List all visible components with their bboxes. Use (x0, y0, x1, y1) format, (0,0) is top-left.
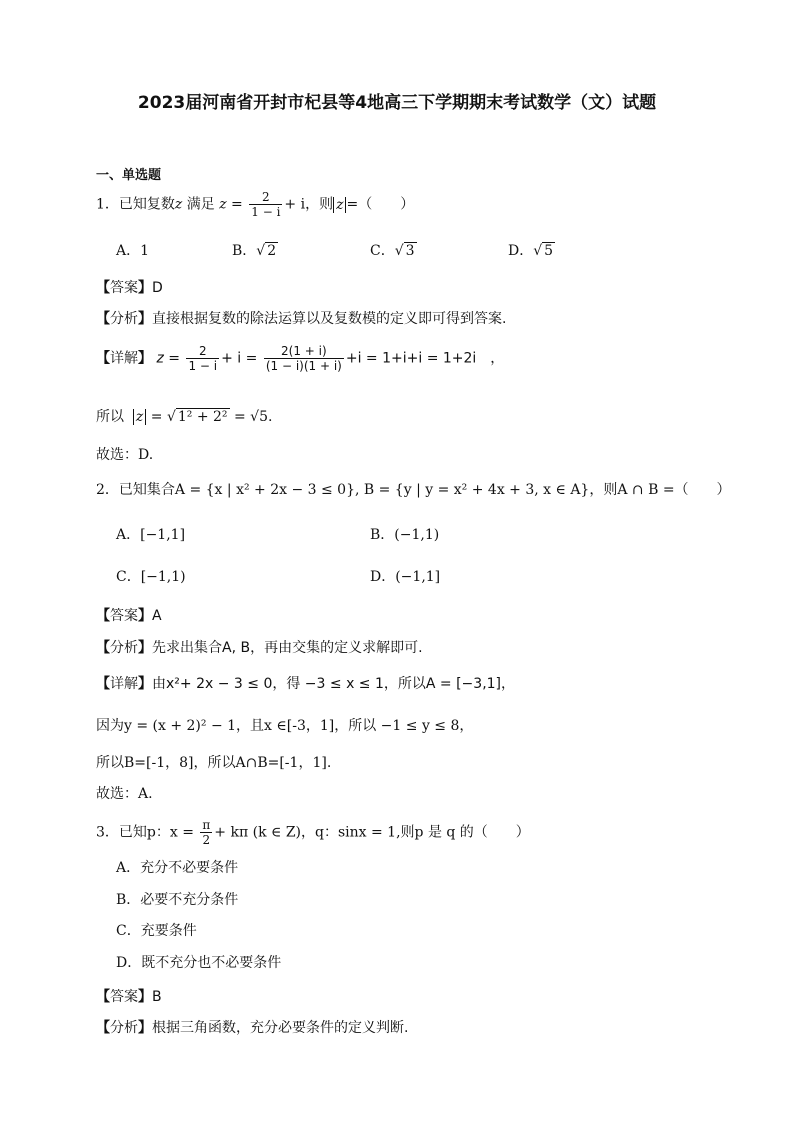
page-title: 2023届河南省开封市杞县等4地高三下学期期末考试数学（文）试题 (137, 93, 657, 113)
q1-option-c: C．√ 3 (370, 243, 415, 259)
q1-fraction: $\frac{2}{1 - i}$ (251, 190, 281, 219)
q3-answer: 【答案】B (96, 989, 162, 1005)
q1-answer: 【答案】D (96, 280, 163, 296)
q3-stem: 3．已知p：x = $\frac{\pi}{2}$ + kπ (k ∈ Z)，q：sinx = 1,则p 是 q 的（ ） (96, 818, 530, 847)
q3-fraction: $\frac{\pi}{2}$ (202, 818, 211, 847)
q1-option-d: D．√ 5 (508, 243, 554, 259)
q2-detail-line2: 因为y = (x + 2)² − 1，且x ∈[-3，1]，所以 −1 ≤ y ≤ 8， (96, 718, 474, 734)
q3-analysis: 【分析】根据三角函数，充分必要条件的定义判断. (96, 1020, 409, 1036)
q1-lead: 1．已知复数 (96, 196, 175, 213)
q2-stem: 2．已知集合A = {x | x² + 2x − 3 ≤ 0}, B = {y | y = x² + 4x + 3, x ∈ A}，则A ∩ B =（ ） (96, 482, 731, 498)
q3-option-d: D．既不充分也不必要条件 (116, 955, 282, 971)
q1-end: =（ ） (346, 196, 415, 213)
section-heading: 一、单选题 (96, 168, 162, 183)
q2-option-b: B．(−1,1) (370, 527, 440, 543)
q2-detail-line3: 所以B=[-1，8]，所以A∩B=[-1，1]. (96, 755, 332, 771)
q3-option-a: A．充分不必要条件 (116, 860, 239, 876)
q2-analysis: 【分析】先求出集合A, B，再由交集的定义求解即可. (96, 640, 423, 656)
q1-conclusion: 故选：D. (96, 447, 154, 463)
q1-modulus-line: 所以 z = √ 1² + 2² = √5. (96, 409, 273, 425)
q1-var-z2: z (219, 196, 227, 213)
q2-option-a: A．[−1,1] (116, 527, 186, 543)
q1-tail: ，则 (305, 196, 334, 213)
q2-option-d: D．(−1,1] (370, 569, 441, 585)
q2-conclusion: 故选：A. (96, 786, 153, 802)
q2-option-c: C．[−1,1) (116, 569, 186, 585)
q2-detail: 【详解】由x²+ 2x − 3 ≤ 0，得 −3 ≤ x ≤ 1，所以A = [−3,1]， (96, 676, 516, 692)
q1-option-b: B．√ 2 (232, 243, 277, 259)
q1-stem: 1．已知复数z 满足 z = $\frac{2}{1 - i}$ + i，则 z =（ ） (96, 190, 415, 219)
q1-detail: 【详解】 z = $\frac{2}{1 - i}$ + i = $\frac{2(1 + i)}{(1 - i)(1 + i)}$ +i = 1+i+i = 1+2i ， (96, 344, 505, 373)
q1-modulus: z (333, 197, 346, 213)
q3-option-b: B．必要不充分条件 (116, 892, 239, 908)
q2-answer: 【答案】A (96, 608, 162, 624)
q1-var-z: z (174, 196, 183, 213)
q3-option-c: C．充要条件 (116, 923, 197, 939)
q1-option-a: A．1 (116, 243, 150, 259)
q1-mid: 满足 (186, 196, 215, 213)
q1-analysis: 【分析】直接根据复数的除法运算以及复数模的定义即可得到答案. (96, 311, 507, 327)
